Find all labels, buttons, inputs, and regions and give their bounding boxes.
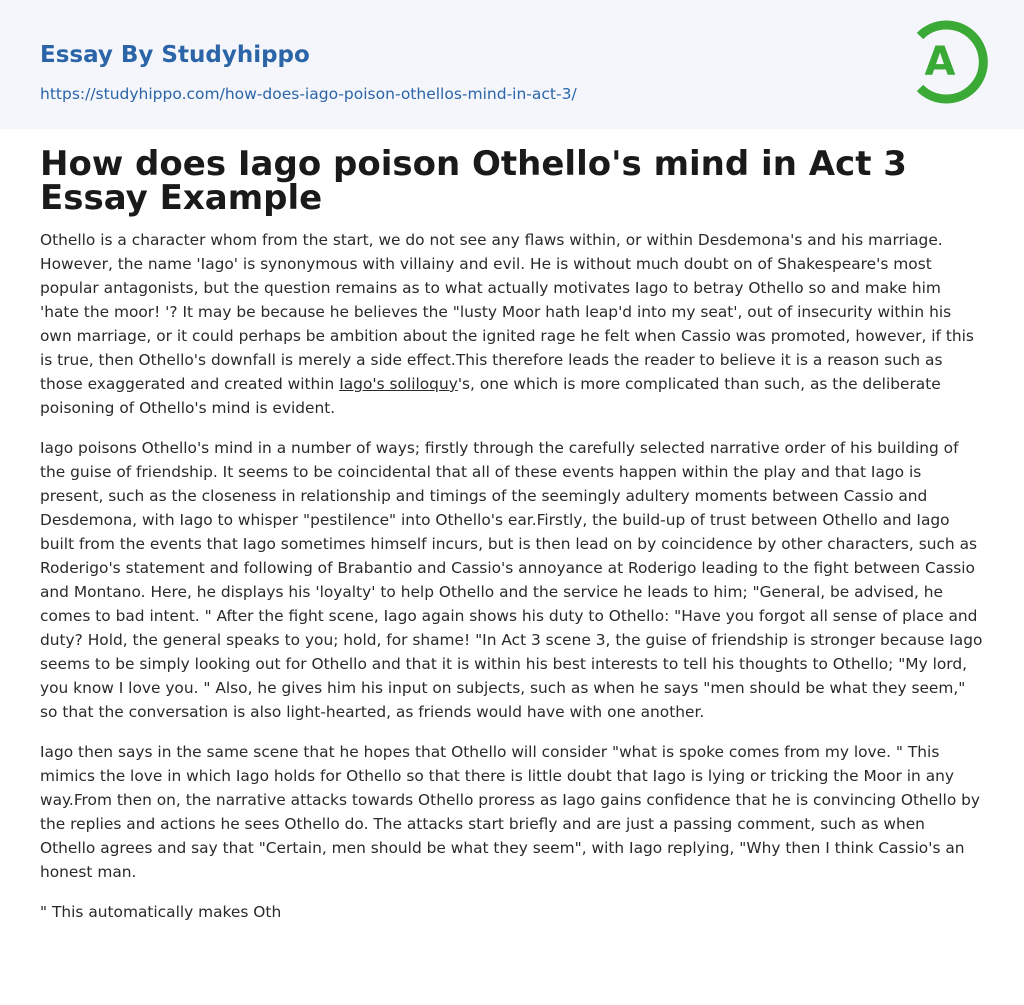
- essay-body: [40, 228, 984, 940]
- logo-letter: A: [924, 39, 956, 85]
- page-title: How does Iago poison Othello's mind in Act 3 Essay Example: [40, 144, 907, 218]
- paragraph-1-text-after-link: 's, one which is more complicated than such, as the deliberate poisoning of Othello's mind is evident.: [40, 375, 941, 417]
- essay-paragraph-4: " This automatically makes Oth: [40, 903, 282, 921]
- essay-paragraph-1: [40, 228, 984, 420]
- essay-paragraph-2: Iago poisons Othello's mind in a number of ways; firstly through the carefully selected narrative order of his building of the guise of friendship. It seems to be coincidental that all of these events happen within the play and that Iago is present, such as the closeness in relationship and timings of the seemingly adultery moments between Cassio and Desdemona, with Iago to whisper "pestilence" into Othello's ear.Firstly, the build-up of trust between Othello and Iago built from the events that Iago sometimes himself incurs, but is then lead on by coincidence by other characters, such as Roderigo's statement and following of Brabantio and Cassio's annoyance at Roderigo leading to the fight between Cassio and Montano. Here, he displays his 'loyalty' to help Othello and the service he leads to him; "General, be advised, he comes to bad intent. " After the fight scene, Iago again shows his duty to Othello: "Have you forgot all sense of place and duty? Hold, the general speaks to you; hold, for shame! "In Act 3 scene 3, the guise of friendship is stronger because Iago seems to be simply looking out for Othello and that it is within his best interests to tell his thoughts to Othello; "My lord, you know I love you. " Also, he gives him his input on subjects, such as when he says "men should be what they seem," so that the conversation is also light-hearted, as friends would have with one another.: [40, 439, 983, 721]
- studyhippo-logo-icon[interactable]: [910, 16, 990, 108]
- iagos-soliloquy-link[interactable]: Iago's soliloquy: [339, 375, 458, 393]
- paragraph-1-text-before-link: Othello is a character whom from the start, we do not see any flaws within, or within Desdemona's and his marriage. However, the name 'Iago' is synonymous with villainy and evil. He is without much doubt on of Shakespeare's most popular antagonists, but the question remains as to what actually motivates Iago to betray Othello so and make him 'hate the moor! '? It may be because he believes the "lusty Moor hath leap'd into my seat', out of insecurity within his own marriage, or it could perhaps be ambition about the ignited rage he felt when Cassio was promoted, however, if this is true, then Othello's downfall is merely a side effect.This therefore leads the reader to believe it is a reason such as those exaggerated and created within: [40, 231, 974, 393]
- essay-paragraph-3: Iago then says in the same scene that he hopes that Othello will consider "what is spoke comes from my love. " This mimics the love in which Iago holds for Othello so that there is little doubt that Iago is lying or tricking the Moor in any way.From then on, the narrative attacks towards Othello proress as Iago gains confidence that he is convincing Othello by the replies and actions he sees Othello do. The attacks start briefly and are just a passing comment, such as when Othello agrees and say that "Certain, men should be what they seem", with Iago replying, "Why then I think Cassio's an honest man.: [40, 743, 981, 881]
- site-header: [0, 0, 1024, 129]
- source-url-link[interactable]: https://studyhippo.com/how-does-iago-poison-othellos-mind-in-act-3/: [40, 85, 577, 103]
- site-brand[interactable]: Essay By Studyhippo: [40, 42, 310, 68]
